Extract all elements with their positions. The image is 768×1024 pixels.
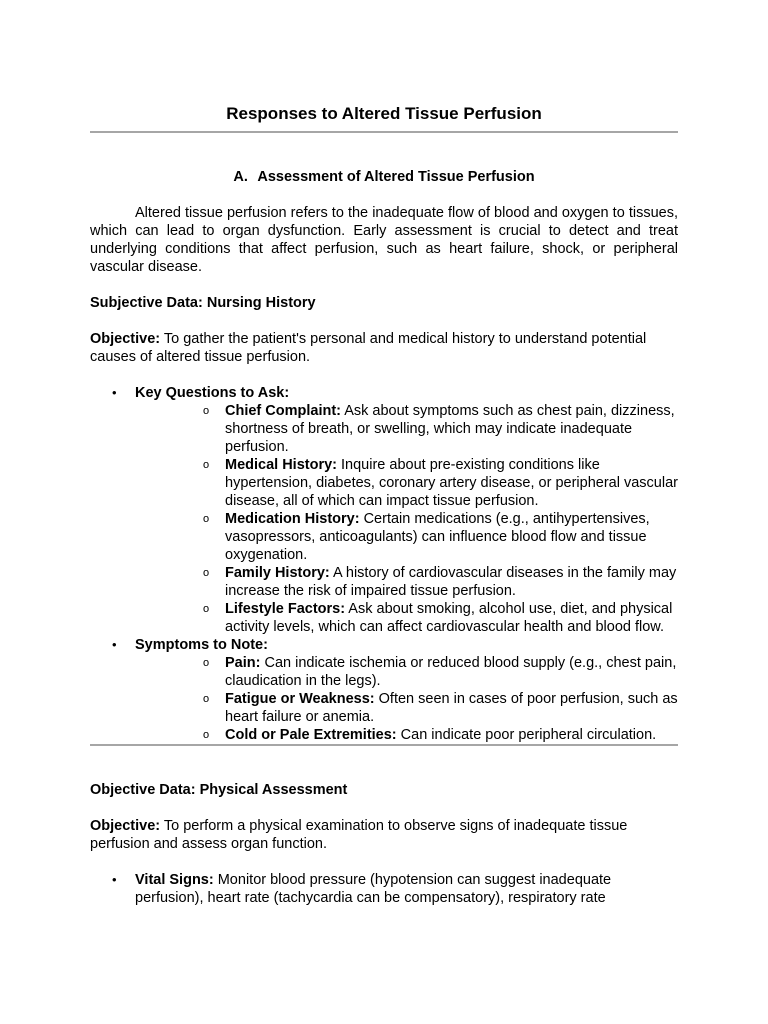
item-text: Certain medications (e.g., antihypertensives, vasopressors, anticoagulants) can influence blood flow and tissue oxygenation. [225, 511, 650, 563]
list-item-key-questions [90, 384, 678, 636]
subjective-objective-paragraph [90, 330, 678, 366]
list-item [135, 654, 678, 690]
objective-text: To gather the patient's personal and medical history to understand potential causes of altered tissue perfusion. [90, 331, 647, 365]
objective-data-heading: Objective Data: Physical Assessment [90, 782, 348, 798]
item-label: Medical History: [225, 457, 337, 473]
key-questions-label: Key Questions to Ask: [135, 385, 290, 401]
objective-text: To perform a physical examination to observe signs of inadequate tissue perfusion and assess organ function. [90, 818, 628, 852]
sub-bullet-icon: o [203, 513, 210, 525]
vital-signs-text: Monitor blood pressure (hypotension can suggest inadequate perfusion), heart rate (tachycardia can be compensatory), respiratory rate [135, 872, 612, 906]
list-item [135, 510, 678, 564]
item-text: Ask about symptoms such as chest pain, dizziness, shortness of breath, or swelling, which may indicate inadequate perfusion. [225, 403, 675, 455]
item-label: Cold or Pale Extremities: [225, 727, 397, 743]
list-item [135, 726, 678, 744]
item-text: Often seen in cases of poor perfusion, such as heart failure or anemia. [225, 691, 678, 725]
subjective-list [90, 384, 678, 744]
symptoms-sublist [135, 654, 678, 744]
symptoms-label: Symptoms to Note: [135, 637, 268, 653]
key-questions-sublist [135, 402, 678, 636]
section-a-title: Assessment of Altered Tissue Perfusion [257, 169, 535, 185]
section-a-heading [90, 168, 678, 186]
sub-bullet-icon: o [203, 405, 210, 417]
objective-label: Objective: [90, 818, 161, 834]
item-text: Can indicate poor peripheral circulation. [396, 727, 657, 743]
intro-paragraph: Altered tissue perfusion refers to the inadequate flow of blood and oxygen to tissues, which can lead to organ dysfunction. Early assessment is crucial to detect and treat underlying conditions that affect perfusion, such as heart failure, shock, or peripheral vascular disease. [90, 205, 678, 275]
document-title: Responses to Altered Tissue Perfusion [226, 104, 542, 123]
list-item-symptoms [90, 636, 678, 744]
section-divider [90, 744, 678, 746]
list-item [135, 690, 678, 726]
subjective-heading: Subjective Data: Nursing History [90, 295, 316, 311]
sub-bullet-icon: o [203, 603, 210, 615]
title-divider [90, 131, 678, 133]
sub-bullet-icon: o [203, 729, 210, 741]
list-item-vital-signs [90, 871, 678, 907]
list-item [135, 600, 678, 636]
sub-bullet-icon: o [203, 657, 210, 669]
sub-bullet-icon: o [203, 567, 210, 579]
section-a-number: A. [233, 169, 248, 185]
item-label: Medication History: [225, 511, 360, 527]
vital-signs-label: Vital Signs: [135, 872, 214, 888]
bullet-icon: • [112, 385, 117, 400]
bullet-icon: • [112, 872, 117, 887]
item-text: Ask about smoking, alcohol use, diet, and physical activity levels, which can affect cardiovascular health and blood flow. [225, 601, 673, 635]
item-text: Can indicate ischemia or reduced blood supply (e.g., chest pain, claudication in the legs). [225, 655, 677, 689]
item-label: Fatigue or Weakness: [225, 691, 375, 707]
objective-data-paragraph [90, 817, 678, 853]
item-label: Family History: [225, 565, 330, 581]
item-label: Pain: [225, 655, 261, 671]
item-text: A history of cardiovascular diseases in the family may increase the risk of impaired tissue perfusion. [225, 565, 677, 599]
bullet-icon: • [112, 637, 117, 652]
list-item [135, 456, 678, 510]
objective-data-list [90, 871, 678, 907]
sub-bullet-icon: o [203, 693, 210, 705]
sub-bullet-icon: o [203, 459, 210, 471]
item-text: Inquire about pre-existing conditions like hypertension, diabetes, coronary artery disease, or peripheral vascular disease, all of which can impact tissue perfusion. [225, 457, 678, 509]
item-label: Lifestyle Factors: [225, 601, 346, 617]
item-label: Chief Complaint: [225, 403, 341, 419]
objective-label: Objective: [90, 331, 161, 347]
list-item [135, 564, 678, 600]
list-item [135, 402, 678, 456]
